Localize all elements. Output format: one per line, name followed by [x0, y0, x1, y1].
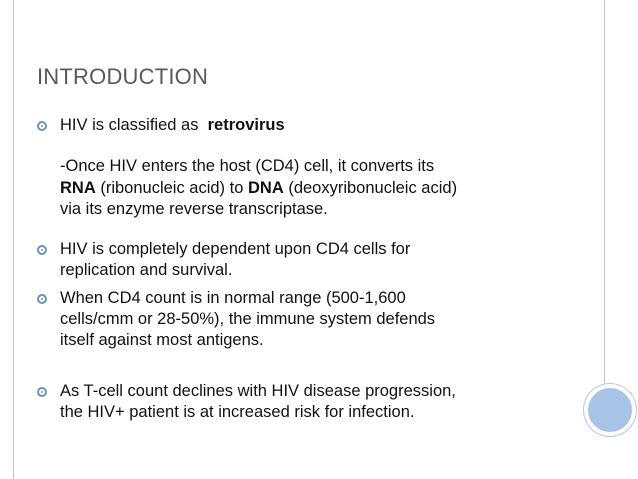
bullet-4-line-1: As T-cell count declines with HIV disease progression, — [60, 382, 456, 400]
bullet-1-text: HIV is classified as — [60, 116, 199, 134]
detail-line-2 — [60, 178, 530, 200]
bullet-2-line-2: replication and survival. — [60, 261, 233, 279]
bullet-3-line-3: itself against most antigens. — [60, 331, 264, 349]
bullet-4-line-2: the HIV+ patient is at increased risk for infection. — [60, 403, 415, 421]
rna-term: RNA — [60, 178, 96, 197]
detail-line-3: via its enzyme reverse transcriptase. — [60, 200, 328, 218]
bullet-icon — [37, 381, 59, 398]
bullet-1-term: retrovirus — [207, 116, 285, 134]
bullet-icon — [37, 115, 59, 132]
rna-description: (ribonucleic acid) to — [95, 178, 248, 197]
decorative-circle — [584, 384, 636, 436]
slide-title: INTRODUCTION — [37, 64, 209, 89]
dna-term: DNA — [247, 178, 284, 197]
dna-description: (deoxyribonucleic acid) — [283, 178, 458, 197]
bullet-3-line-1: When CD4 count is in normal range (500-1,600 — [60, 289, 406, 307]
bullet-icon — [37, 239, 59, 256]
left-rule-line — [13, 0, 14, 479]
bullet-icon — [37, 288, 59, 305]
detail-line-1: -Once HIV enters the host (CD4) cell, it converts its — [60, 157, 435, 175]
bullet-2-line-1: HIV is completely dependent upon CD4 cells for — [60, 240, 411, 258]
bullet-3-line-2: cells/cmm or 28-50%), the immune system defends — [60, 310, 436, 328]
right-rule-line — [604, 0, 605, 385]
